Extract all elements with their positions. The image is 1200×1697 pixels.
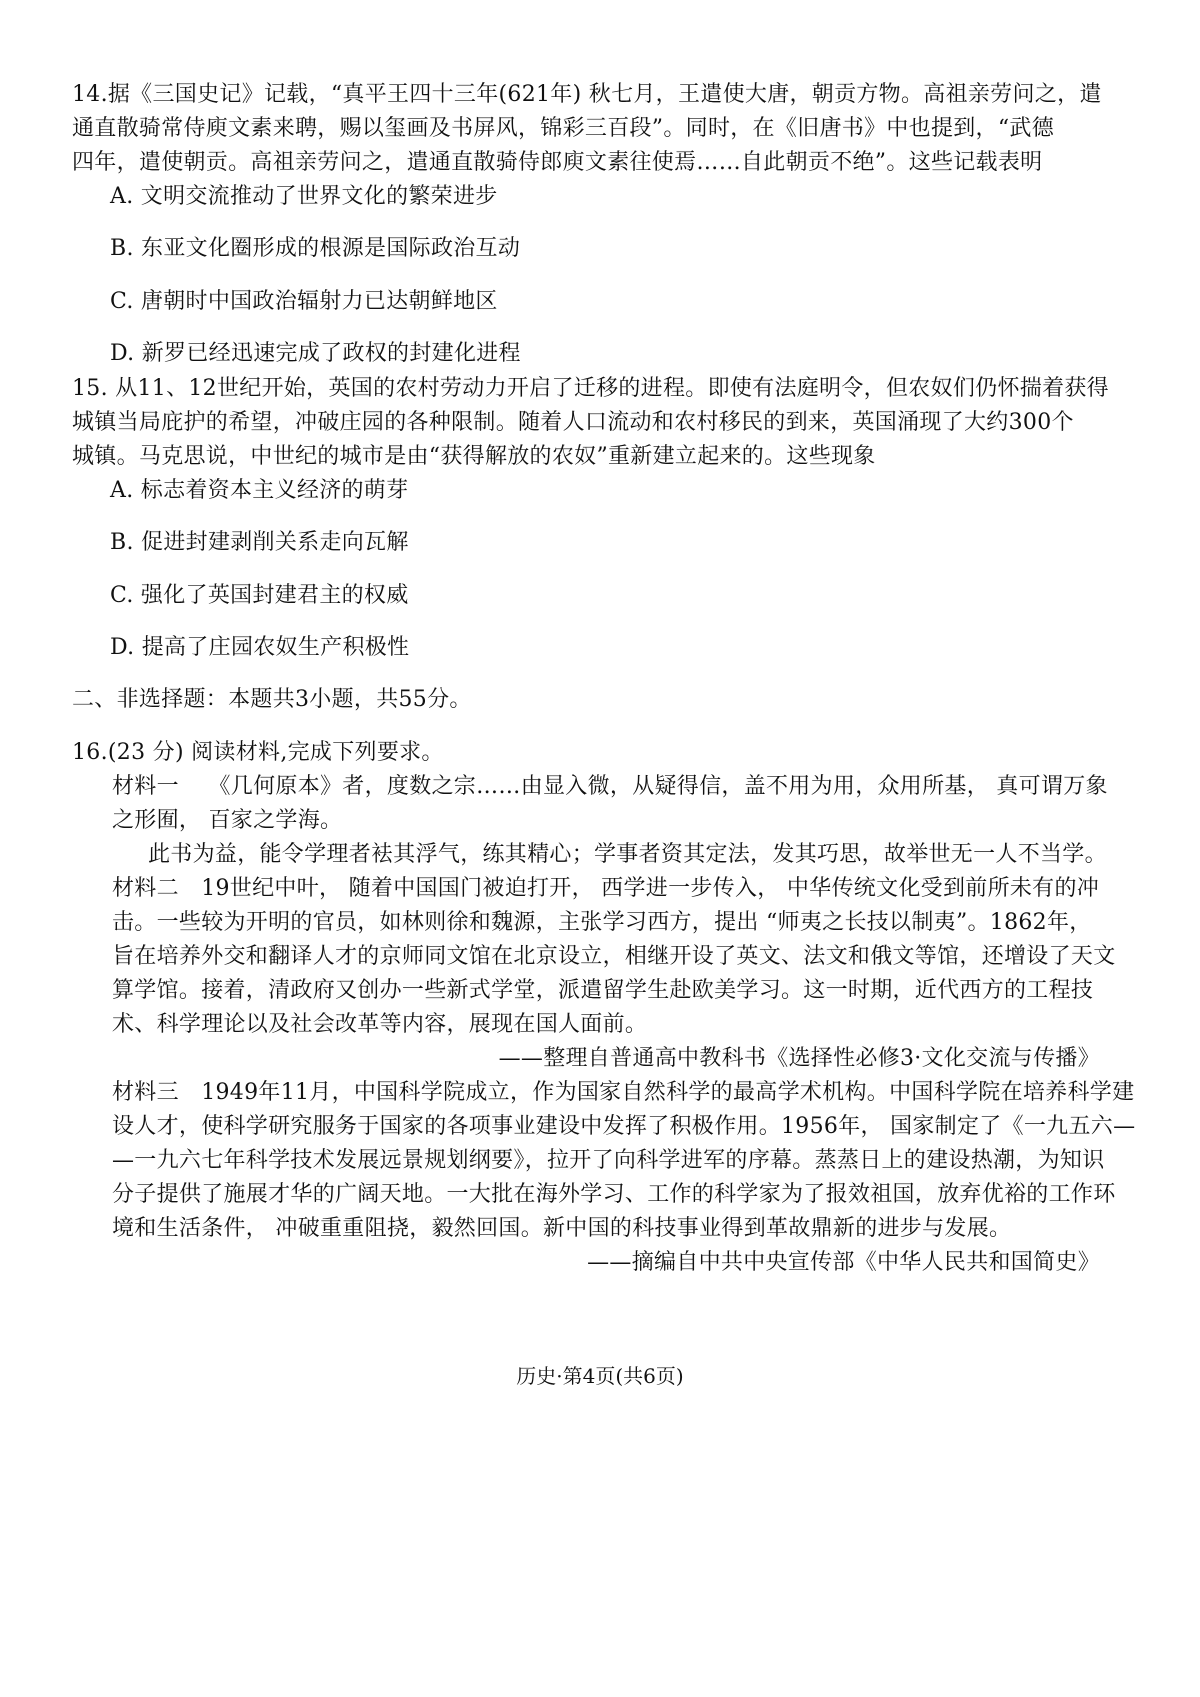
material-2-line-4: 算学馆。接着，清政府又创办一些新式学堂，派遣留学生赴欧美学习。这一时期，近代西方的工程技 [112,978,1094,1003]
material-3-source: ——摘编自中共中央宣传部《中华人民共和国简史》 [587,1250,1100,1275]
q15-option-b: B. 促进封建剥削关系走向瓦解 [110,530,409,555]
q14-stem-line-2: 通直散骑常侍庾文素来聘，赐以玺画及书屏风，锦彩三百段”。同时，在《旧唐书》中也提到，“武德 [72,116,1054,141]
material-2-line-5: 术、科学理论以及社会改革等内容，展现在国人面前。 [112,1012,648,1037]
material-1-line-1: 材料一 《几何原本》者，度数之宗……由显入微，从疑得信，盖不用为用，众用所基， 真可谓万象 [112,774,1108,799]
q14-option-d: D. 新罗已经迅速完成了政权的封建化进程 [110,341,521,366]
material-2-line-2: 击。一些较为开明的官员，如林则徐和魏源，主张学习西方，提出 “师夷之长技以制夷”。1862年， [112,910,1092,935]
page-footer: 历史·第4页(共6页) [516,1364,684,1388]
material-3-line-1: 材料三 1949年11月，中国科学院成立，作为国家自然科学的最高学术机构。中国科学院在培养科学建 [112,1080,1135,1105]
q15-option-d: D. 提高了庄园农奴生产积极性 [110,635,410,660]
q15-option-a: A. 标志着资本主义经济的萌芽 [110,478,409,503]
material-3-line-3: —一九六七年科学技术发展远景规划纲要》，拉开了向科学进军的序幕。蒸蒸日上的建设热潮，为知识 [112,1148,1105,1173]
material-3-line-5: 境和生活条件， 冲破重重阻挠，毅然回国。新中国的科技事业得到革故鼎新的进步与发展。 [112,1216,1012,1241]
section-heading: 二、非选择题：本题共3小题，共55分。 [72,687,472,712]
material-1-line-2: 之形囿， 百家之学海。 [112,808,343,833]
q14-stem-line-3: 四年，遣使朝贡。高祖亲劳问之，遣通直散骑侍郎庾文素往使焉……自此朝贡不绝”。这些记载表明 [72,150,1043,175]
material-2-source: ——整理自普通高中教科书《选择性必修3·文化交流与传播》 [498,1046,1100,1071]
q16-heading: 16.(23 分) 阅读材料,完成下列要求。 [72,740,444,765]
material-2-line-1: 材料二 19世纪中叶， 随着中国国门被迫打开， 西学进一步传入， 中华传统文化受到前所未有的冲 [112,876,1100,901]
q15-stem-line-2: 城镇当局庇护的希望，冲破庄园的各种限制。随着人口流动和农村移民的到来，英国涌现了大约300个 [72,410,1074,435]
q14-option-a: A. 文明交流推动了世界文化的繁荣进步 [110,184,498,209]
q15-stem-line-3: 城镇。马克思说，中世纪的城市是由“获得解放的农奴”重新建立起来的。这些现象 [72,444,876,469]
q14-option-b: B. 东亚文化圈形成的根源是国际政治互动 [110,236,521,261]
material-2-line-3: 旨在培养外交和翻译人才的京师同文馆在北京设立，相继开设了英文、法文和俄文等馆，还增设了天文 [112,944,1116,969]
q15-stem-line-1: 15. 从11、12世纪开始，英国的农村劳动力开启了迁移的进程。即使有法庭明令，但农奴们仍怀揣着获得 [72,376,1109,401]
material-3-line-4: 分子提供了施展才华的广阔天地。一大批在海外学习、工作的科学家为了报效祖国，放弃优裕的工作环 [112,1182,1116,1207]
material-3-line-2: 设人才，使科学研究服务于国家的各项事业建设中发挥了积极作用。1956年， 国家制定了《一九五六— [112,1114,1136,1139]
q14-stem-line-1: 14.据《三国史记》记载，“真平王四十三年(621年) 秋七月，王遣使大唐，朝贡方物。高祖亲劳问之，遣 [72,82,1102,107]
material-1-paragraph-2: 此书为益，能令学理者袪其浮气，练其精心；学事者资其定法，发其巧思，故举世无一人不当学。 [148,842,1107,867]
q14-option-c: C. 唐朝时中国政治辐射力已达朝鲜地区 [110,289,498,314]
q15-option-c: C. 强化了英国封建君主的权威 [110,583,409,608]
